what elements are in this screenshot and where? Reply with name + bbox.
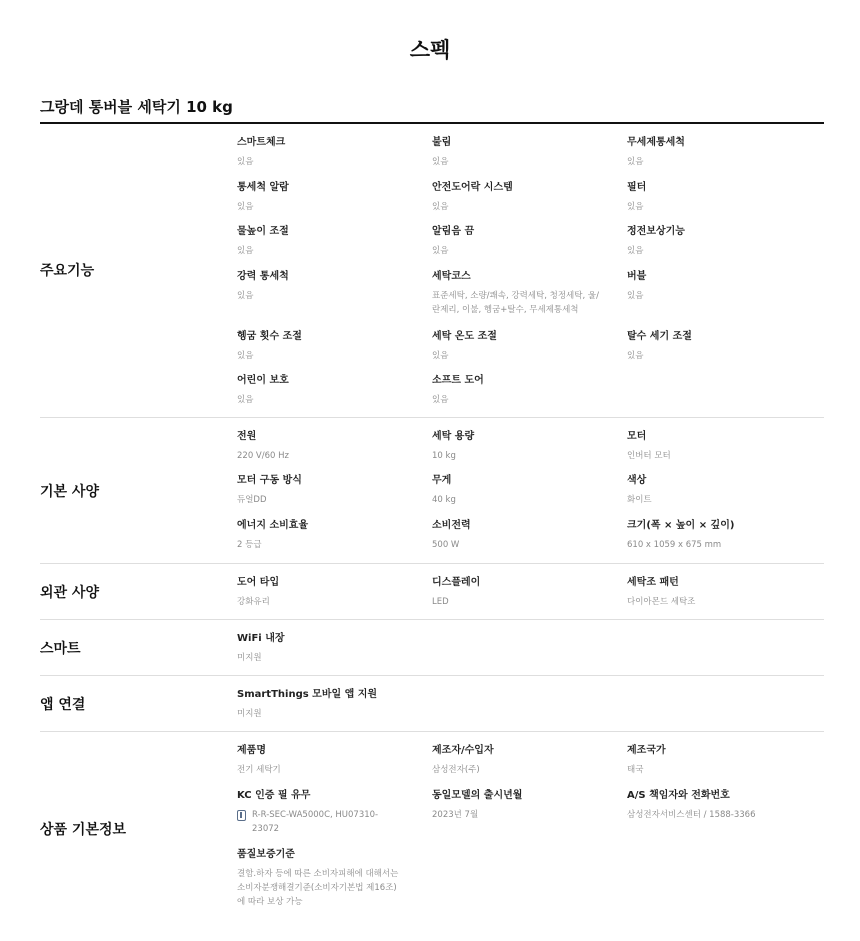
spec-value: 220 V/60 Hz [237,451,289,461]
spec-label: 무게 [432,475,452,486]
spec-value: 삼성전자(주) [432,765,480,775]
spec-value: 인버터 모터 [627,451,671,461]
spec-label: 탈수 세기 조절 [627,331,692,342]
spec-label: 품질보증기준 [237,849,295,860]
spec-item [432,181,612,214]
spec-value: 있음 [432,157,449,167]
spec-item [627,136,807,169]
spec-value: 610 x 1059 x 675 mm [627,540,722,550]
spec-value: 10 kg [432,451,456,461]
spec-item [432,374,612,407]
spec-value: 있음 [237,395,254,405]
spec-label: 필터 [627,182,647,193]
spec-item [432,430,612,463]
spec-value: 있음 [237,351,254,361]
section-title: 앱 연결 [40,697,86,713]
section-product-info [40,732,824,932]
spec-item [237,632,417,665]
spec-value: 있음 [237,291,254,301]
spec-label: 모터 구동 방식 [237,475,302,486]
spec-item [627,576,807,609]
spec-label: 스마트체크 [237,137,286,148]
spec-value: 있음 [237,202,254,212]
spec-value: 40 kg [432,495,456,505]
spec-item [432,270,600,317]
spec-item [237,848,402,909]
spec-label: 색상 [627,475,647,486]
spec-item [237,181,417,214]
spec-item [237,330,417,363]
spec-value: 미지원 [237,709,262,719]
spec-label: 소프트 도어 [432,375,484,386]
section-title: 스마트 [40,641,81,657]
spec-label: 통세척 알람 [237,182,289,193]
spec-value: 삼성전자서비스센터 / 1588-3366 [627,810,756,820]
spec-label: 제품명 [237,745,266,756]
spec-item [627,225,807,258]
kc-certification-icon [237,810,246,821]
spec-label: KC 인증 필 유무 [237,790,311,801]
section-main-features [40,124,824,418]
spec-label: 세탁조 패턴 [627,577,679,588]
spec-value: 500 W [432,540,460,550]
spec-label: 제조국가 [627,745,666,756]
spec-label: A/S 책임자와 전화번호 [627,790,730,801]
spec-label: 무세제통세척 [627,137,685,148]
spec-item [627,270,807,303]
spec-item [237,225,417,258]
spec-item [627,430,807,463]
spec-item [237,789,397,836]
spec-label: 세탁 용량 [432,431,475,442]
spec-value: 2 등급 [237,540,262,550]
spec-value: 표준세탁, 소량/쾌속, 강력세탁, 청정세탁, 울/란제리, 이불, 헹굼+탈수, 무세제통세척 [432,291,599,315]
page-title: 스펙 [409,38,451,62]
spec-item [627,519,807,552]
spec-value: 있음 [627,351,644,361]
spec-item [237,474,417,507]
spec-item [432,744,612,777]
spec-item [627,789,824,822]
spec-value: 듀얼DD [237,495,267,505]
spec-item [432,576,612,609]
spec-value: 있음 [432,351,449,361]
spec-item [237,136,417,169]
spec-label: 소비전력 [432,520,471,531]
spec-value: 있음 [432,202,449,212]
spec-item [627,181,807,214]
section-title: 외관 사양 [40,585,99,601]
kc-certification-number: R-R-SEC-WA5000C, HU07310-23072 [252,810,379,834]
spec-label: 모터 [627,431,647,442]
spec-label: WiFi 내장 [237,633,285,644]
spec-label: 헹굼 횟수 조절 [237,331,302,342]
spec-label: 제조자/수입자 [432,745,494,756]
spec-label: 알림음 끔 [432,226,475,237]
spec-item [432,225,612,258]
section-title: 주요기능 [40,263,95,279]
spec-value: 2023년 7월 [432,810,479,820]
spec-item [627,744,807,777]
spec-label: 전원 [237,431,257,442]
product-title: 그랑데 통버블 세탁기 10 kg [40,98,233,116]
spec-label: 불림 [432,137,452,148]
spec-value: 있음 [237,157,254,167]
spec-label: 디스플레이 [432,577,481,588]
spec-value: 있음 [627,157,644,167]
spec-value-kc [237,808,397,836]
spec-item [432,519,612,552]
spec-item [627,330,807,363]
spec-value: 화이트 [627,495,652,505]
spec-value: 다이아몬드 세탁조 [627,597,696,607]
spec-item [432,330,612,363]
spec-item [627,474,807,507]
spec-item [237,576,417,609]
spec-label: 에너지 소비효율 [237,520,309,531]
spec-label: 물높이 조절 [237,226,289,237]
spec-value: 강화유리 [237,597,270,607]
spec-value: 전기 세탁기 [237,765,281,775]
spec-item [237,744,417,777]
spec-item [432,474,612,507]
spec-value: 미지원 [237,653,262,663]
spec-label: 어린이 보호 [237,375,289,386]
spec-label: 세탁 온도 조절 [432,331,497,342]
section-basic-specs [40,418,824,564]
spec-item [432,789,612,822]
spec-value: 있음 [627,202,644,212]
spec-label: 안전도어락 시스템 [432,182,513,193]
spec-value: 태국 [627,765,644,775]
spec-item [237,688,457,721]
spec-label: 동일모델의 출시년월 [432,790,523,801]
spec-item [237,430,417,463]
spec-label: 세탁코스 [432,271,471,282]
spec-label: 크기(폭 × 높이 × 깊이) [627,520,735,531]
section-title: 상품 기본정보 [40,822,127,838]
spec-item [237,270,417,303]
section-title: 기본 사양 [40,484,99,500]
section-smart [40,620,824,676]
spec-value: 있음 [432,246,449,256]
spec-value: 있음 [237,246,254,256]
spec-label: 도어 타입 [237,577,280,588]
spec-value: 있음 [627,291,644,301]
section-exterior-specs [40,564,824,620]
spec-label: SmartThings 모바일 앱 지원 [237,689,378,700]
spec-label: 정전보상기능 [627,226,685,237]
spec-item [237,519,417,552]
spec-label: 버블 [627,271,647,282]
spec-label: 강력 통세척 [237,271,289,282]
spec-value: 있음 [432,395,449,405]
spec-value: 있음 [627,246,644,256]
spec-value: 결함.하자 등에 따른 소비자피해에 대해서는 소비자분쟁해결기준(소비자기본법 제16조)에 따라 보상 가능 [237,869,399,907]
spec-item [432,136,612,169]
section-app-connect [40,676,824,732]
spec-value: LED [432,597,449,607]
spec-item [237,374,417,407]
